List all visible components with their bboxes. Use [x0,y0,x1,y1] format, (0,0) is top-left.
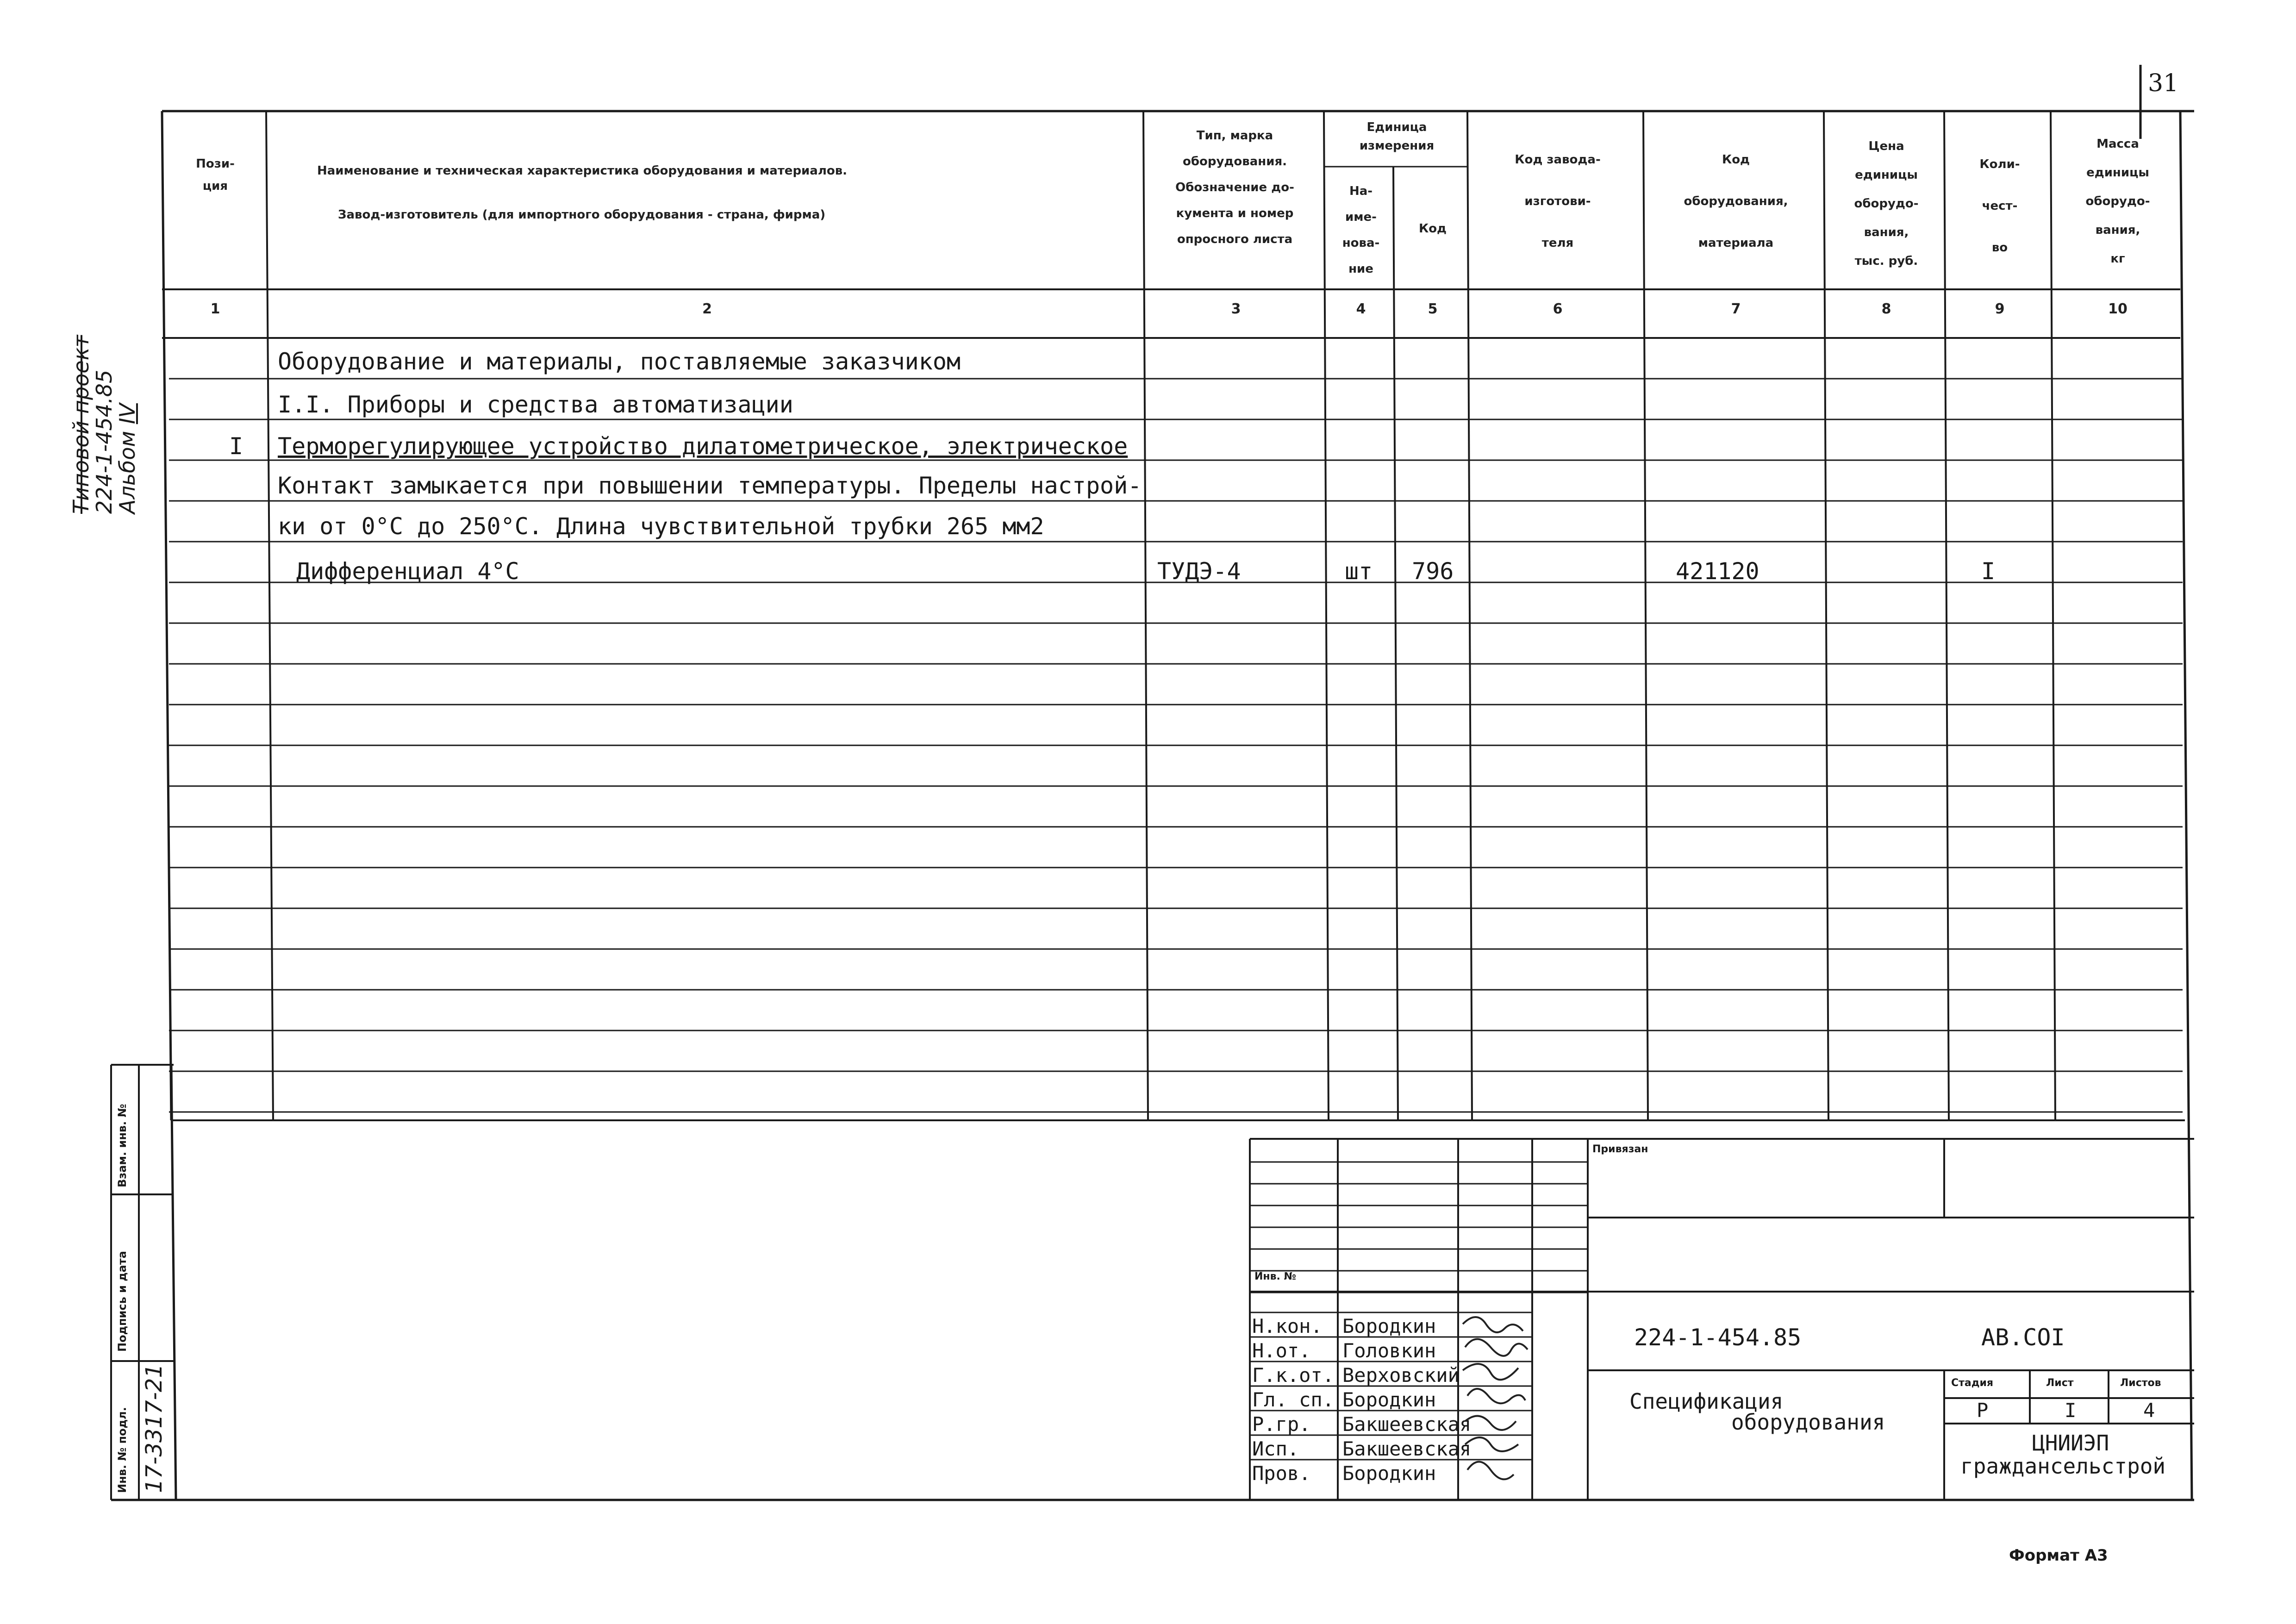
header-plant-code-text: Код завода- изготови- теля [1515,153,1601,250]
approval-name: Бородкин [1342,1462,1436,1485]
approval-role: Р.гр. [1252,1413,1311,1436]
header-plant-code [1470,139,1646,264]
sheet-label: Лист [2046,1377,2074,1389]
stage-label: Стадия [1951,1377,1994,1389]
row-name: Дифференциал 4°С [296,558,519,585]
header-quantity-text: Коли- чест- во [1979,157,2020,255]
row-name: Терморегулирующее устройство дилатометрическое, электрическое [278,433,1128,460]
column-number-9: 9 [1995,301,2005,317]
page-number-divider [2139,65,2142,139]
header-unit-group-text: Единица измерения [1359,120,1435,153]
row-equipment-code: 421120 [1676,558,1759,585]
row-type: ТУДЭ-4 [1157,558,1241,585]
header-name-line1: Наименование и техническая характеристика оборудования и материалов. [317,164,848,178]
side-project-label [69,335,139,514]
column-number-5: 5 [1428,301,1438,317]
approval-role: Г.к.от. [1252,1364,1335,1387]
side-project-title: Типовой проект [69,335,94,514]
row-name: ки от 0°С до 250°С. Длина чувствительной трубки 265 мм2 [278,513,1044,540]
left-stamp-inv-value: 17-3317-21 [141,1364,167,1493]
header-unit-name-text: На- име- нова- ние [1342,184,1380,276]
approval-name: Головкин [1342,1339,1436,1362]
column-number-10: 10 [2108,301,2128,317]
header-unit-group [1326,118,1467,155]
sheet-value: I [2065,1399,2077,1422]
row-position: I [229,433,243,460]
approval-name: Верховский [1342,1364,1460,1387]
row-name: Контакт замыкается при повышении температуры. Пределы настрой- [278,472,1142,499]
header-unit-name [1326,178,1396,282]
left-stamp-inv-label: Инв. № подл. [116,1407,129,1493]
header-equipment-code [1646,139,1826,264]
stage-value: Р [1977,1399,1989,1422]
header-name-line2: Завод-изготовитель (для импортного оборудования - страна, фирма) [338,208,826,222]
sheets-label: Листов [2120,1377,2161,1389]
approval-name: Бакшеевская [1342,1437,1472,1460]
document-code: 224-1-454.85 [1634,1324,1802,1351]
row-unit-code: 796 [1412,558,1454,585]
header-position-text: Пози- ция [196,157,235,193]
sheets-value: 4 [2143,1399,2155,1422]
header-mass-text: Масса единицы оборудо- вания, кг [2085,137,2150,266]
approval-name: Бакшеевская [1342,1413,1472,1436]
approval-role: Гл. сп. [1252,1388,1335,1411]
row-quantity: I [1981,558,1996,585]
column-number-7: 7 [1731,301,1741,317]
row-name: I.I. Приборы и средства автоматизации [278,391,793,418]
header-type-text: Тип, марка оборудования. Обозначение до- кумента и номер опросного листа [1175,129,1294,246]
row-name: Оборудование и материалы, поставляемые заказчиком [278,348,961,375]
document-title-line2: оборудования [1731,1410,1885,1435]
sheet-code: АВ.СОI [1981,1324,2065,1351]
header-type [1146,123,1324,252]
approval-name: Бородкин [1342,1315,1436,1337]
document-title-line1: Спецификация [1629,1389,1784,1414]
column-number-6: 6 [1553,301,1563,317]
header-price [1826,132,1947,275]
header-equipment-code-text: Код оборудования, материала [1684,153,1788,250]
approval-name: Бородкин [1342,1388,1436,1411]
page-number: 31 [2148,69,2179,97]
org-line1: ЦНИИЭП [2032,1430,2109,1455]
header-quantity [1947,144,2053,269]
approval-role: Н.от. [1252,1339,1311,1362]
left-stamp-vzam-label: Взам. инв. № [116,1104,129,1187]
header-mass [2053,130,2183,273]
header-unit-code: Код [1418,222,1447,236]
approval-role: Исп. [1252,1437,1299,1460]
left-stamp-sign-label: Подпись и дата [116,1251,129,1352]
row-unit: шт [1345,558,1373,585]
approval-role: Пров. [1252,1462,1311,1485]
column-number-3: 3 [1231,301,1241,317]
side-project-number: 224-1-454.85 [92,369,117,514]
signatures [1458,1310,1537,1486]
column-number-8: 8 [1881,301,1891,317]
privyazan-label: Привязан [1592,1143,1648,1155]
header-price-text: Цена единицы оборудо- вания, тыс. руб. [1854,139,1919,268]
column-number-1: 1 [210,301,220,317]
format-label: Формат А3 [2009,1546,2108,1565]
side-album [116,335,139,514]
org-line2: граждансельстрой [1960,1454,2166,1479]
column-number-4: 4 [1356,301,1366,317]
side-album-number: IV [115,403,140,425]
approval-role: Н.кон. [1252,1315,1323,1337]
side-album-label: Альбом [115,431,140,514]
column-number-2: 2 [702,301,712,317]
header-position [164,153,266,197]
inv-no-label: Инв. № [1254,1271,1297,1282]
